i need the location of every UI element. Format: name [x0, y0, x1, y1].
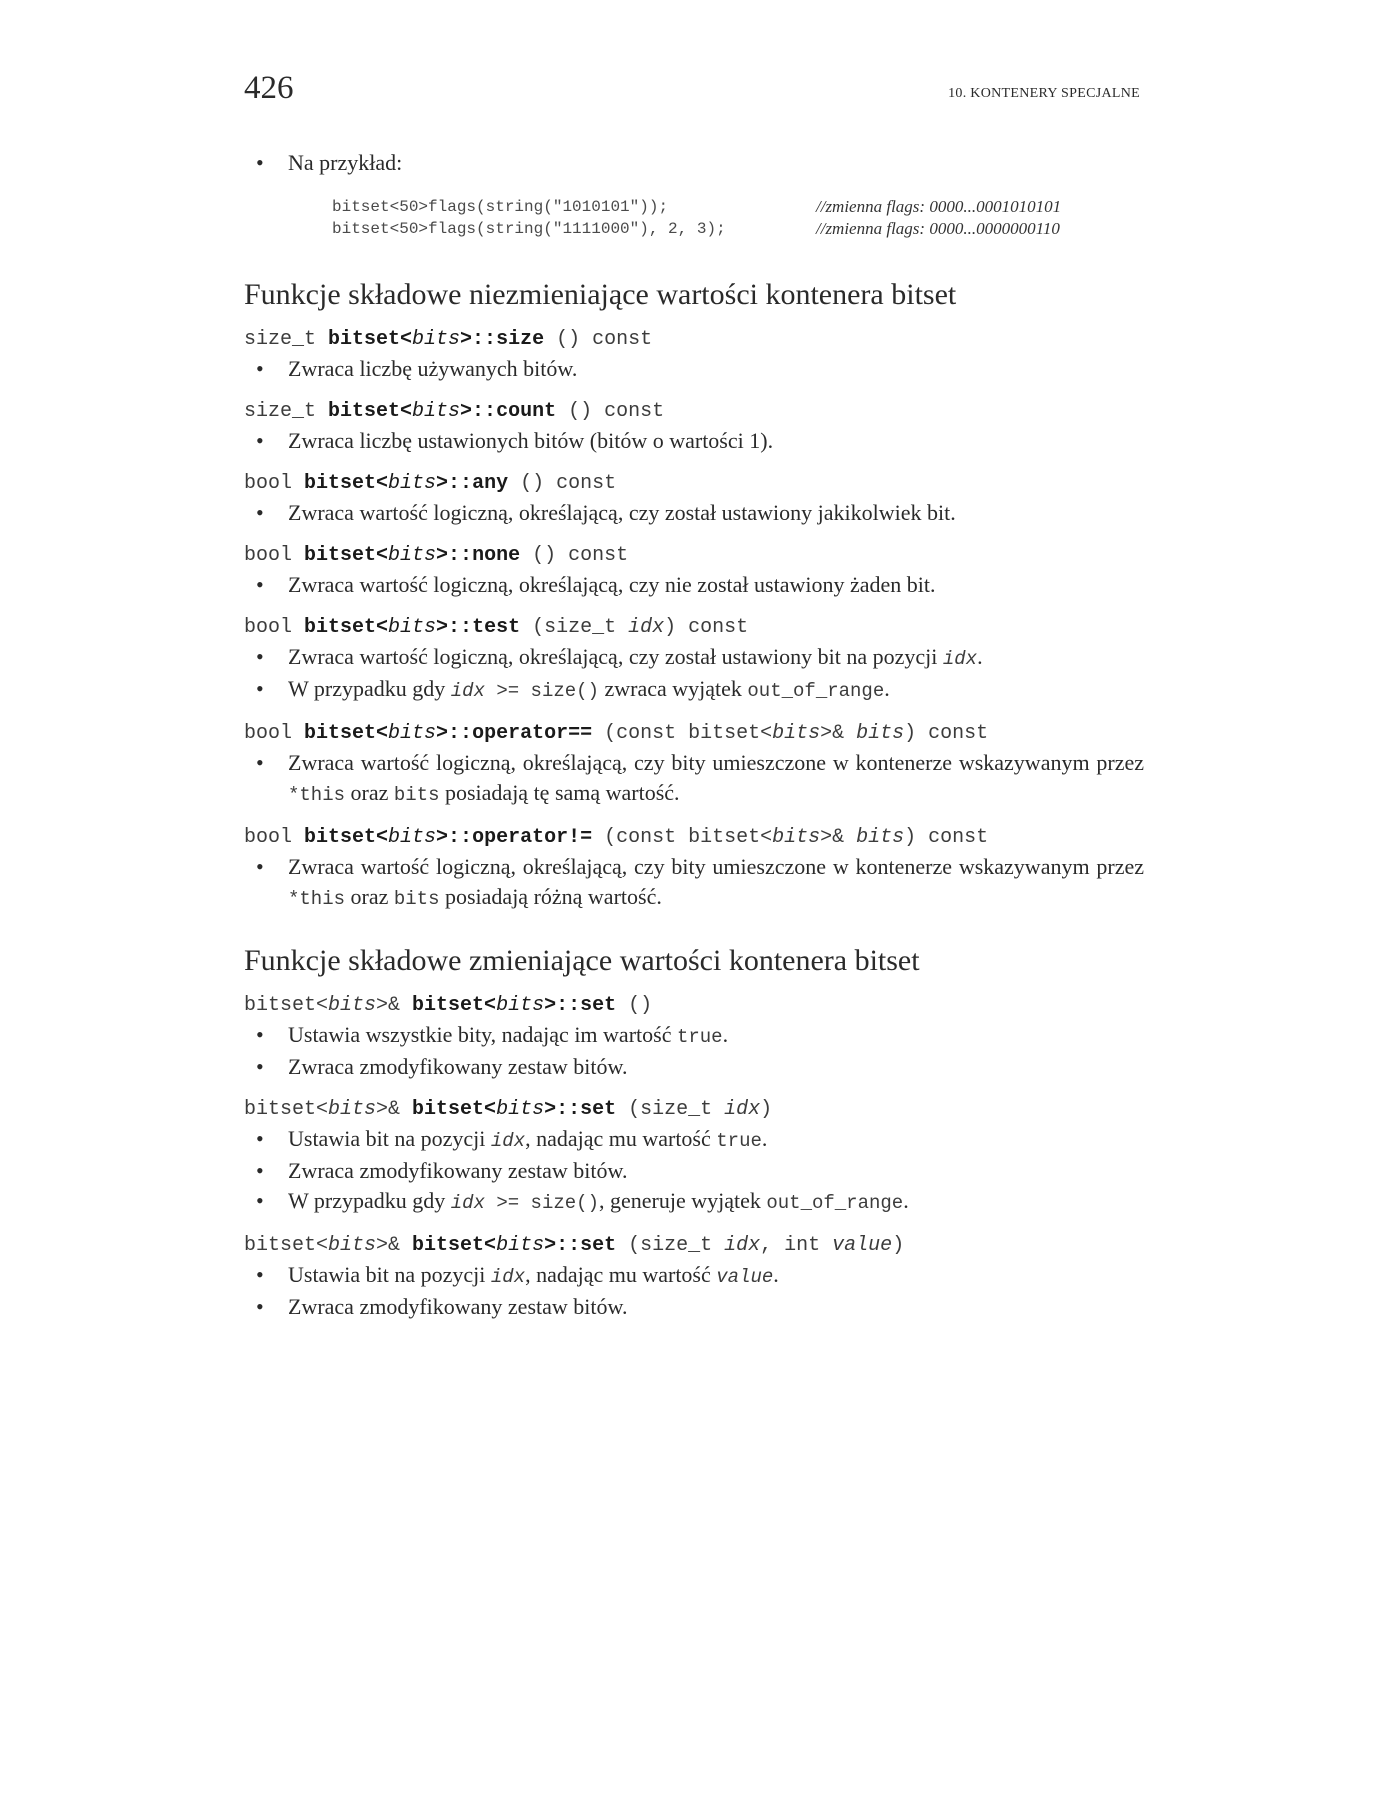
signature-operator-eq	[244, 720, 1144, 748]
sig-class: bitset<	[412, 994, 497, 1017]
description-bullet: • Zwraca zmodyfikowany zestaw bitów.	[244, 1292, 1144, 1322]
sig-scope: >::	[436, 616, 473, 639]
inline-code: idx	[942, 648, 978, 670]
sig-return-type: size_t	[244, 328, 329, 351]
sig-template-param: bits	[496, 1234, 545, 1257]
sig-function-name: test	[472, 616, 521, 639]
sig-class: bitset<	[304, 826, 389, 849]
section-heading-nonmodifying: Funkcje składowe niezmieniające wartości kontenera bitset	[244, 278, 957, 311]
sig-args: () const	[508, 472, 617, 495]
description-bullet: • Zwraca liczbę używanych bitów.	[244, 354, 1144, 384]
description-bullet	[244, 748, 1144, 810]
sig-template-param: bits	[412, 328, 461, 351]
entry-set-all	[244, 992, 1144, 1082]
bullet-text: W przypadku gdy	[288, 676, 451, 701]
sig-template-param: bits	[496, 994, 545, 1017]
sig-param: bits	[856, 722, 905, 745]
sig-args-end: ) const	[664, 616, 749, 639]
sig-function-name: none	[472, 544, 521, 567]
entry-set-idx	[244, 1096, 1144, 1218]
sig-scope: >::	[544, 994, 581, 1017]
sig-function-name: count	[496, 400, 557, 423]
sig-return-type: >&	[376, 1234, 413, 1257]
entry-any	[244, 470, 1144, 528]
sig-class: bitset<	[328, 400, 413, 423]
inline-code: *this	[288, 888, 346, 910]
description-bullet: • Zwraca zmodyfikowany zestaw bitów.	[244, 1052, 1144, 1082]
sig-args: (size_t	[616, 1098, 725, 1121]
entry-size	[244, 326, 1144, 384]
sig-template-param: bits	[412, 400, 461, 423]
description-bullet	[244, 1020, 1144, 1052]
inline-code: idx	[450, 1192, 485, 1214]
sig-args: , int	[760, 1234, 833, 1257]
signature-count	[244, 398, 1144, 426]
bullet-text: , nadając mu wartość	[525, 1262, 717, 1287]
inline-code: idx	[490, 1130, 526, 1152]
sig-template-param: bits	[388, 472, 437, 495]
signature-any	[244, 470, 1144, 498]
sig-args-end: )	[760, 1098, 773, 1121]
sig-scope: >::	[460, 400, 497, 423]
sig-param: bits	[856, 826, 905, 849]
signature-test	[244, 614, 1144, 642]
bullet-text: , nadając mu wartość	[525, 1126, 717, 1151]
entry-operator-neq	[244, 824, 1144, 914]
description-bullet: • Zwraca wartość logiczną, określającą, czy został ustawiony jakikolwiek bit.	[244, 498, 1144, 528]
sig-function-name: operator==	[472, 722, 593, 745]
description-bullet	[244, 852, 1144, 914]
sig-class: bitset<	[328, 328, 413, 351]
description-bullet: • Zwraca zmodyfikowany zestaw bitów.	[244, 1156, 1144, 1186]
sig-param: idx	[724, 1098, 761, 1121]
sig-return-type: bool	[244, 544, 305, 567]
signature-set-idx	[244, 1096, 1144, 1124]
sig-function-name: operator!=	[472, 826, 593, 849]
bullet-text: oraz	[345, 780, 394, 805]
page-number: 426	[244, 70, 294, 106]
inline-code: bits	[393, 784, 440, 806]
bullet-text: Ustawia wszystkie bity, nadając im wartość	[288, 1022, 677, 1047]
entry-test	[244, 614, 1144, 706]
sig-template-param: bits	[388, 544, 437, 567]
sig-return-type: bool	[244, 722, 305, 745]
bullet-text: posiadają różną wartość.	[439, 884, 662, 909]
sig-args: (const bitset<	[592, 826, 773, 849]
bullet-text: posiadają tę samą wartość.	[439, 780, 680, 805]
sig-template-param: bits	[388, 616, 437, 639]
sig-template-param: bits	[772, 826, 821, 849]
description-bullet	[244, 1124, 1144, 1156]
signature-none	[244, 542, 1144, 570]
sig-args: () const	[544, 328, 653, 351]
bullet-text: Zwraca wartość logiczną, określającą, czy bity umieszczone w kontenerze wskazywanym przez	[288, 854, 1144, 879]
inline-code: out_of_range	[766, 1192, 904, 1214]
entry-operator-eq	[244, 720, 1144, 810]
sig-function-name: set	[580, 994, 617, 1017]
sig-class: bitset<	[304, 616, 389, 639]
inline-code: idx	[450, 680, 485, 702]
sig-args: (size_t	[616, 1234, 725, 1257]
sig-return-type: bitset<	[244, 994, 329, 1017]
bullet-text: , generuje wyjątek	[598, 1188, 767, 1213]
inline-code: *this	[288, 784, 346, 806]
signature-set-value	[244, 1232, 1144, 1260]
sig-template-param: bits	[388, 826, 437, 849]
section-heading-modifying: Funkcje składowe zmieniające wartości kontenera bitset	[244, 944, 920, 977]
sig-class: bitset<	[412, 1234, 497, 1257]
bullet-text: zwraca wyjątek	[598, 676, 748, 701]
sig-scope: >::	[436, 722, 473, 745]
sig-template-param: bits	[772, 722, 821, 745]
sig-scope: >::	[436, 544, 473, 567]
bullet-text: .	[773, 1262, 779, 1287]
sig-args: >&	[820, 722, 857, 745]
sig-class: bitset<	[412, 1098, 497, 1121]
sig-args: >&	[820, 826, 857, 849]
sig-return-type: bitset<	[244, 1234, 329, 1257]
inline-code: true	[676, 1026, 723, 1048]
sig-return-type: >&	[376, 994, 413, 1017]
page-content	[244, 148, 1144, 1336]
sig-args: (const bitset<	[592, 722, 773, 745]
sig-class: bitset<	[304, 722, 389, 745]
sig-return-type: bool	[244, 616, 305, 639]
sig-return-type: size_t	[244, 400, 329, 423]
bullet-text: Ustawia bit na pozycji	[288, 1126, 491, 1151]
inline-code: value	[716, 1266, 774, 1288]
bullet-text: Zwraca wartość logiczną, określającą, czy został ustawiony bit na pozycji	[288, 644, 943, 669]
sig-return-type: >&	[376, 1098, 413, 1121]
description-bullet: • Zwraca liczbę ustawionych bitów (bitów o wartości 1).	[244, 426, 1144, 456]
sig-args-end: ) const	[904, 826, 989, 849]
inline-code: idx	[490, 1266, 526, 1288]
sig-args-end: )	[892, 1234, 905, 1257]
sig-args: () const	[520, 544, 629, 567]
description-bullet	[244, 1260, 1144, 1292]
code-example	[332, 198, 1144, 248]
inline-code: true	[716, 1130, 762, 1152]
sig-function-name: any	[472, 472, 509, 495]
sig-args: (size_t	[520, 616, 629, 639]
sig-return-type: bool	[244, 472, 305, 495]
sig-param: idx	[724, 1234, 761, 1257]
sig-scope: >::	[544, 1098, 581, 1121]
sig-scope: >::	[460, 328, 497, 351]
sig-args: ()	[616, 994, 653, 1017]
sig-template-param: bits	[328, 1234, 377, 1257]
inline-code: >= size()	[484, 680, 599, 702]
description-bullet	[244, 1186, 1144, 1218]
sig-class: bitset<	[304, 472, 389, 495]
code-line-2: bitset<50>flags(string("1111000"), 2, 3);	[332, 220, 726, 238]
entry-none	[244, 542, 1144, 600]
description-bullet	[244, 642, 1144, 674]
bullet-text: .	[903, 1188, 909, 1213]
sig-class: bitset<	[304, 544, 389, 567]
bullet-text: .	[761, 1126, 768, 1151]
description-bullet: • Zwraca wartość logiczną, określającą, czy nie został ustawiony żaden bit.	[244, 570, 1144, 600]
sig-param: value	[832, 1234, 893, 1257]
inline-code: out_of_range	[747, 680, 885, 702]
sig-scope: >::	[436, 826, 473, 849]
inline-code: bits	[393, 888, 440, 910]
sig-scope: >::	[544, 1234, 581, 1257]
bullet-text: W przypadku gdy	[288, 1188, 451, 1213]
sig-args-end: ) const	[904, 722, 989, 745]
bullet-text: .	[722, 1022, 729, 1047]
signature-set-all	[244, 992, 1144, 1020]
code-comment-1: //zmienna flags: 0000...0001010101	[816, 197, 1062, 216]
bullet-text: Zwraca wartość logiczną, określającą, czy bity umieszczone w kontenerze wskazywanym przez	[288, 750, 1144, 775]
sig-template-param: bits	[328, 994, 377, 1017]
sig-param: idx	[628, 616, 665, 639]
sig-function-name: set	[580, 1098, 617, 1121]
running-header: 10. KONTENERY SPECJALNE	[948, 86, 1140, 101]
sig-function-name: size	[496, 328, 545, 351]
bullet-text: oraz	[345, 884, 394, 909]
sig-args: () const	[556, 400, 665, 423]
bullet-text: .	[977, 644, 983, 669]
sig-scope: >::	[436, 472, 473, 495]
bullet-text: .	[884, 676, 890, 701]
code-line-1: bitset<50>flags(string("1010101"));	[332, 198, 669, 216]
description-bullet	[244, 674, 1144, 706]
intro-bullet: • Na przykład:	[244, 148, 1144, 178]
sig-function-name: set	[580, 1234, 617, 1257]
inline-code: >= size()	[484, 1192, 599, 1214]
sig-template-param: bits	[328, 1098, 377, 1121]
signature-size	[244, 326, 1144, 354]
sig-return-type: bool	[244, 826, 305, 849]
sig-return-type: bitset<	[244, 1098, 329, 1121]
bullet-text: Ustawia bit na pozycji	[288, 1262, 491, 1287]
entry-count	[244, 398, 1144, 456]
sig-template-param: bits	[496, 1098, 545, 1121]
entry-set-value	[244, 1232, 1144, 1322]
code-comment-2: //zmienna flags: 0000...0000000110	[816, 219, 1060, 238]
sig-template-param: bits	[388, 722, 437, 745]
signature-operator-neq	[244, 824, 1144, 852]
